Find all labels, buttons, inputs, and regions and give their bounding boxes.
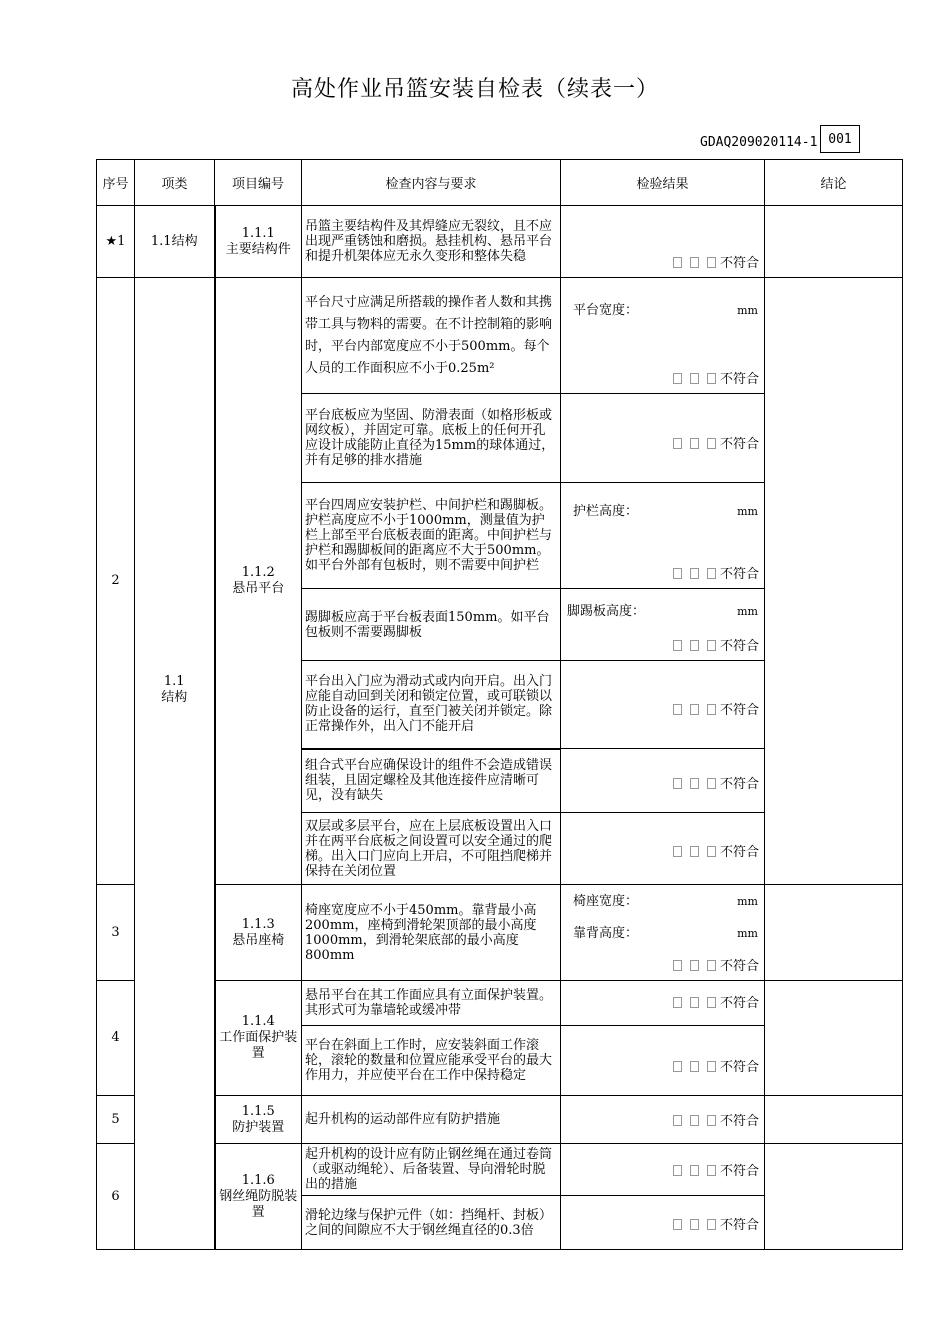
- checkbox[interactable]: [707, 960, 716, 971]
- header-item-no: 项目编号: [215, 160, 302, 206]
- checkbox[interactable]: [707, 1219, 716, 1230]
- conclusion-cell[interactable]: [765, 1144, 903, 1250]
- checkbox[interactable]: [690, 778, 699, 789]
- checkbox[interactable]: [690, 640, 699, 651]
- seq-cell: 4: [97, 981, 135, 1096]
- noncompliant-label: 不符合: [719, 845, 759, 860]
- result-cell: [561, 589, 765, 661]
- checkbox[interactable]: [690, 1061, 699, 1072]
- checkbox[interactable]: [690, 257, 699, 268]
- unit-label: mm: [737, 895, 758, 908]
- checkbox[interactable]: [707, 846, 716, 857]
- noncompliant-label: 不符合: [719, 777, 759, 792]
- requirement-cell: 悬吊平台在其工作面应具有立面保护装置。其形式可为靠墙轮或缓冲带: [302, 981, 561, 1026]
- unit-label: mm: [737, 605, 758, 618]
- checkbox[interactable]: [690, 1165, 699, 1176]
- measurement: [561, 300, 764, 322]
- table-header-row: [97, 160, 903, 206]
- noncompliant-label: 不符合: [719, 1218, 759, 1233]
- item-cell: [215, 1144, 302, 1250]
- checkbox[interactable]: [707, 257, 716, 268]
- checkbox[interactable]: [707, 1165, 716, 1176]
- seq-cell: 3: [97, 885, 135, 981]
- header-conclusion: 结论: [765, 160, 903, 206]
- noncompliant-label: 不符合: [719, 437, 759, 452]
- checkbox[interactable]: [707, 778, 716, 789]
- result-options: [669, 699, 759, 718]
- noncompliant-label: 不符合: [719, 703, 759, 718]
- checkbox[interactable]: [707, 568, 716, 579]
- item-name: 工作面保护装置: [219, 1030, 298, 1061]
- conclusion-cell[interactable]: [765, 885, 903, 981]
- header-seq: 序号: [97, 160, 135, 206]
- result-options: [669, 773, 759, 792]
- checkbox[interactable]: [673, 373, 682, 384]
- noncompliant-label: 不符合: [719, 567, 759, 582]
- result-options: [669, 1214, 759, 1233]
- item-name: 防护装置: [232, 1119, 285, 1135]
- checkbox[interactable]: [673, 640, 682, 651]
- requirement-cell: 平台底板应为坚固、防滑表面（如格形板或网纹板），并固定可靠。底板上的任何开孔应设计成能防止直径为15mm的球体通过，并有足够的排水措施: [302, 394, 561, 483]
- checkbox[interactable]: [673, 257, 682, 268]
- result-options: [669, 368, 759, 387]
- result-cell: [561, 885, 765, 981]
- noncompliant-label: 不符合: [719, 639, 759, 654]
- checkbox[interactable]: [707, 997, 716, 1008]
- table-row: [97, 1144, 903, 1196]
- checkbox[interactable]: [690, 373, 699, 384]
- category-cell: [135, 278, 215, 1250]
- seq-cell: 6: [97, 1144, 135, 1250]
- checkbox[interactable]: [690, 1219, 699, 1230]
- item-no: 1.1.3: [241, 916, 275, 932]
- item-name: 悬吊平台: [232, 581, 285, 596]
- conclusion-cell[interactable]: [765, 1096, 903, 1144]
- checkbox[interactable]: [707, 1115, 716, 1126]
- checkbox[interactable]: [690, 846, 699, 857]
- checkbox[interactable]: [673, 997, 682, 1008]
- requirement-cell: 平台出入门应为滑动式或内向开启。出入门应能自动回到关闭和锁定位置，或可联锁以防止设备的运行，直至门被关闭并锁定。除正常操作外，出入门不能开启: [302, 661, 561, 749]
- result-options: [669, 992, 759, 1011]
- measurement: [561, 501, 764, 523]
- category-no: 1.1: [163, 673, 185, 689]
- measurement: [561, 891, 764, 913]
- checkbox[interactable]: [707, 373, 716, 384]
- conclusion-cell[interactable]: [765, 206, 903, 278]
- result-cell: [561, 1096, 765, 1144]
- checkbox[interactable]: [690, 568, 699, 579]
- result-options: [669, 1056, 759, 1075]
- requirement-cell: 滑轮边缘与保护元件（如：挡绳杆、封板）之间的间隙应不大于钢丝绳直径的0.3倍: [302, 1196, 561, 1250]
- checkbox[interactable]: [690, 997, 699, 1008]
- measurement: [561, 923, 764, 945]
- result-options: [669, 433, 759, 452]
- measurement-label: 椅座宽度：: [573, 894, 639, 909]
- noncompliant-label: 不符合: [719, 996, 759, 1011]
- noncompliant-label: 不符合: [719, 1114, 759, 1129]
- requirement-cell: 起升机构的运动部件应有防护措施: [302, 1096, 561, 1144]
- result-cell: [561, 483, 765, 589]
- item-cell: [215, 278, 302, 885]
- result-options: [669, 563, 759, 582]
- inspection-table: [96, 159, 903, 1250]
- page-title: 高处作业吊篮安装自检表（续表一）: [290, 77, 659, 102]
- header-category: 项类: [135, 160, 215, 206]
- result-options: [669, 1160, 759, 1179]
- checkbox[interactable]: [673, 1061, 682, 1072]
- measurement-label: 靠背高度：: [573, 926, 639, 941]
- checkbox[interactable]: [690, 960, 699, 971]
- category-name: 结构: [161, 689, 188, 705]
- checkbox[interactable]: [707, 1061, 716, 1072]
- unit-label: mm: [737, 927, 758, 940]
- table-row: [97, 278, 903, 394]
- item-name: 悬吊座椅: [232, 932, 285, 948]
- item-name: 钢丝绳防脱装置: [219, 1188, 298, 1220]
- table-row: [97, 206, 903, 278]
- checkbox[interactable]: [690, 1115, 699, 1126]
- unit-label: mm: [737, 505, 758, 518]
- result-options: [669, 1110, 759, 1129]
- measurement: [555, 601, 764, 623]
- result-cell: [561, 206, 765, 278]
- requirement-cell: 踢脚板应高于平台板表面150mm。如平台包板则不需要踢脚板: [302, 589, 561, 661]
- checkbox[interactable]: [673, 1219, 682, 1230]
- result-cell: [561, 749, 765, 813]
- checkbox[interactable]: [673, 438, 682, 449]
- result-options: [669, 955, 759, 974]
- checkbox[interactable]: [673, 704, 682, 715]
- checkbox[interactable]: [673, 1165, 682, 1176]
- category-cell: 1.1结构: [135, 206, 215, 278]
- header-content: 检查内容与要求: [302, 160, 561, 206]
- noncompliant-label: 不符合: [719, 372, 759, 387]
- item-name: 主要结构件: [225, 241, 291, 257]
- conclusion-cell[interactable]: [765, 278, 903, 885]
- result-cell: [561, 1196, 765, 1250]
- result-options: [669, 635, 759, 654]
- checkbox[interactable]: [673, 1115, 682, 1126]
- result-cell: [561, 1026, 765, 1096]
- result-cell: [561, 394, 765, 483]
- item-no: 1.1.5: [241, 1103, 275, 1119]
- noncompliant-label: 不符合: [719, 1060, 759, 1075]
- result-cell: [561, 661, 765, 749]
- requirement-cell: 平台四周应安装护栏、中间护栏和踢脚板。护栏高度应不小于1000mm，测量值为护栏上部至平台底板表面的距离。中间护栏与护栏和踢脚板间的距离应不大于500mm。如平台外部有包板时，则不需要中间护栏: [302, 483, 561, 589]
- item-cell: [215, 885, 302, 981]
- result-cell: [561, 278, 765, 394]
- item-no: 1.1.1: [241, 225, 275, 241]
- measurement-label: 平台宽度：: [573, 303, 639, 318]
- checkbox[interactable]: [707, 640, 716, 651]
- checkbox[interactable]: [707, 704, 716, 715]
- noncompliant-label: 不符合: [719, 256, 759, 271]
- noncompliant-label: 不符合: [719, 1164, 759, 1179]
- result-cell: [561, 981, 765, 1026]
- seq-cell: 2: [97, 278, 135, 885]
- header-result: 检验结果: [561, 160, 765, 206]
- checkbox[interactable]: [673, 568, 682, 579]
- table-row: [97, 981, 903, 1026]
- requirement-cell: 组合式平台应确保设计的组件不会造成错误组装，且固定螺栓及其他连接件应清晰可见，没有缺失: [302, 749, 561, 813]
- checkbox[interactable]: [707, 438, 716, 449]
- requirement-cell: 椅座宽度应不小于450mm。靠背最小高200mm，座椅到滑轮架顶部的最小高度1000mm，到滑轮架底部的最小高度800mm: [302, 885, 561, 981]
- conclusion-cell[interactable]: [765, 981, 903, 1096]
- noncompliant-label: 不符合: [719, 959, 759, 974]
- checkbox[interactable]: [690, 438, 699, 449]
- checkbox[interactable]: [690, 704, 699, 715]
- requirement-cell: 双层或多层平台，应在上层底板设置出入口并在两平台底板之间设置可以安全通过的爬梯。出入口门应向上开启，不可阻挡爬梯并保持在关闭位置: [302, 813, 561, 885]
- result-options: [669, 841, 759, 860]
- requirement-cell: 起升机构的设计应有防止钢丝绳在通过卷筒（或驱动绳轮）、后备装置、导向滑轮时脱出的措施: [302, 1144, 561, 1196]
- result-cell: [561, 813, 765, 885]
- requirement-cell: 平台在斜面上工作时，应安装斜面工作滚轮，滚轮的数量和位置应能承受平台的最大作用力，并应使平台在工作中保持稳定: [302, 1026, 561, 1096]
- requirement-cell: 平台尺寸应满足所搭载的操作者人数和其携带工具与物料的需要。在不计控制箱的影响时，平台内部宽度应不小于500mm。每个人员的工作面积应不小于0.25m²: [302, 278, 561, 394]
- table-row: [97, 1096, 903, 1144]
- checkbox[interactable]: [673, 846, 682, 857]
- seq-cell: 5: [97, 1096, 135, 1144]
- unit-label: mm: [737, 304, 758, 317]
- checkbox[interactable]: [673, 778, 682, 789]
- page-number-box: 001: [820, 125, 860, 153]
- table-row: [97, 885, 903, 981]
- item-no: 1.1.2: [241, 565, 275, 580]
- item-cell: [215, 1096, 302, 1144]
- measurement-label: 脚踢板高度：: [567, 604, 646, 619]
- result-options: [669, 252, 759, 271]
- form-code: GDAQ209020114-1: [700, 135, 818, 150]
- item-cell: [215, 206, 302, 278]
- result-cell: [561, 1144, 765, 1196]
- item-no: 1.1.4: [241, 1014, 275, 1029]
- checkbox[interactable]: [673, 960, 682, 971]
- requirement-cell: 吊篮主要结构件及其焊缝应无裂纹，且不应出现严重锈蚀和磨损。悬挂机构、悬吊平台和提升机架体应无永久变形和整体失稳: [302, 206, 561, 278]
- item-cell: [215, 981, 302, 1096]
- item-no: 1.1.6: [241, 1172, 275, 1188]
- seq-cell: ★1: [97, 206, 135, 278]
- measurement-label: 护栏高度：: [573, 504, 639, 519]
